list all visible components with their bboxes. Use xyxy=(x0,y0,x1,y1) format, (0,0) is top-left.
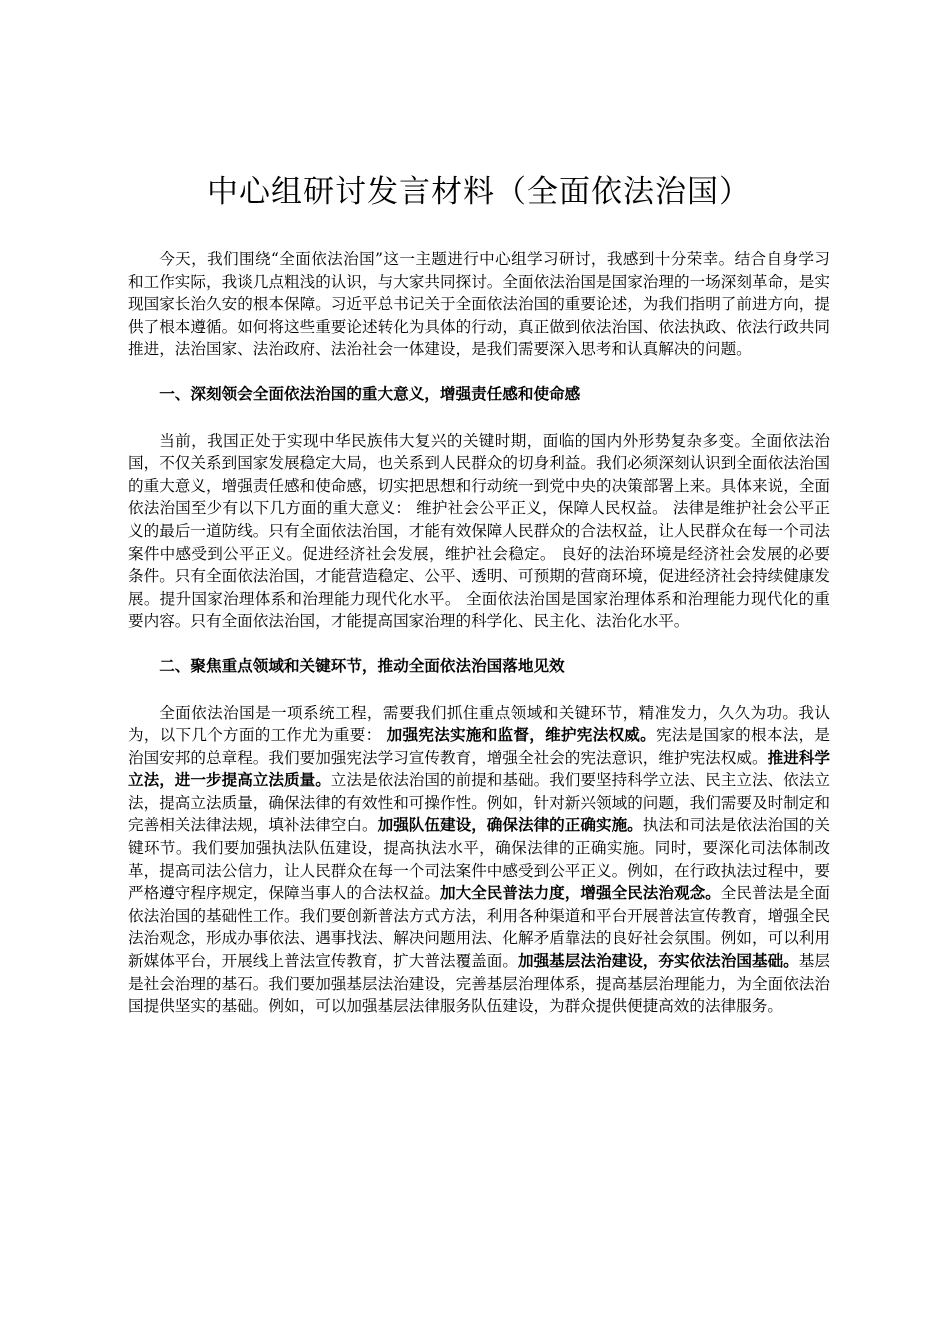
point-3-bold: 加强队伍建设，确保法律的正确实施。 xyxy=(377,815,643,835)
point-5-bold: 加强基层法治建设，夯实依法治国基础。 xyxy=(517,951,799,971)
section-2-heading: 二、聚焦重点领域和关键环节，推动全面依法治国落地见效 xyxy=(159,655,565,675)
point-1-text: 宪法是国家的根本法，是治国安邦的总章程。我们要加强宪法学习宣传教育，增强全社会的宪法意识，维护宪法权威。 xyxy=(128,726,830,767)
intro-paragraph: 今天，我们围绕“全面依法治国”这一主题进行中心组学习研讨，我感到十分荣幸。结合自身学习和工作实际，我谈几点粗浅的认识，与大家共同探讨。全面依法治国是国家治理的一场深刻革命，是实现国家长治久安的根本保障。习近平总书记关于全面依法治国的重要论述，为我们指明了前进方向，提供了根本遵循。如何将这些重要论述转化为具体的行动，真正做到依法治国、依法执政、依法行政共同推进，法治国家、法治政府、法治社会一体建设，是我们需要深入思考和认真解决的问题。 xyxy=(128,250,830,359)
document-title: 中心组研讨发言材料（全面依法治国） xyxy=(207,174,751,210)
point-2-bold: 推进科学立法，进一步提高立法质量。 xyxy=(128,747,830,790)
document-page xyxy=(128,170,830,1018)
point-5-text: 基层是社会治理的基石。我们要加强基层法治建设，完善基层治理体系，提高基层治理能力，为全面依法治国提供坚实的基础。例如，可以加强基层法律服务队伍建设，为群众提供便捷高效的法律服务。 xyxy=(128,952,830,1016)
point-4-bold: 加大全民普法力度，增强全民法治观念。 xyxy=(439,883,721,903)
section-1-heading: 一、深刻领会全面依法治国的重大意义，增强责任感和使命感 xyxy=(159,383,581,403)
section-1-paragraph: 当前，我国正处于实现中华民族伟大复兴的关键时期，面临的国内外形势复杂多变。全面依法治国，不仅关系到国家发展稳定大局，也关系到人民群众的切身利益。我们必须深刻认识到全面依法治国的重大意义，增强责任感和使命感，切实把思想和行动统一到党中央的决策部署上来。具体来说，全面依法治国至少有以下几方面的重大意义： 维护社会公平正义，保障人民权益。 法律是维护社会公平正义的最后一道防线。只有全面依法治国，才能有效保障人民群众的合法权益，让人民群众在每一个司法案件中感受到公平正义。促进经济社会发展，维护社会稳定。 良好的法治环境是经济社会发展的必要条件。只有全面依法治国，才能营造稳定、公平、透明、可预期的营商环境，促进经济社会持续健康发展。提升国家治理体系和治理能力现代化水平。 全面依法治国是国家治理体系和治理能力现代化的重要内容。只有全面依法治国，才能提高国家治理的科学化、民主化、法治化水平。 xyxy=(128,431,830,631)
section-2-paragraph xyxy=(128,702,830,1018)
point-3-text: 执法和司法是依法治国的关键环节。我们要加强执法队伍建设，提高执法水平，确保法律的正确实施。同时，要深化司法体制改革，提高司法公信力，让人民群众在每一个司法案件中感受到公平正义。例如，在行政执法过程中，要严格遵守程序规定，保障当事人的合法权益。 xyxy=(128,816,830,903)
point-2-text: 立法是依法治国的前提和基础。我们要坚持科学立法、民主立法、依法立法，提高立法质量，确保法律的有效性和可操作性。例如，针对新兴领域的问题，我们需要及时制定和完善相关法律法规，填补法律空白。 xyxy=(128,771,830,835)
point-4-text: 全民普法是全面依法治国的基础性工作。我们要创新普法方式方法，利用各种渠道和平台开展普法宣传教育，增强全民法治观念，形成办事依法、遇事找法、解决问题用法、化解矛盾靠法的良好社会氛围。例如，可以利用新媒体平台，开展线上普法宣传教育，扩大普法覆盖面。 xyxy=(128,884,830,971)
point-1-bold: 加强宪法实施和监督，维护宪法权威。 xyxy=(386,725,656,745)
section-2-intro-text: 全面依法治国是一项系统工程，需要我们抓住重点领域和关键环节，精准发力，久久为功。我认为，以下几个方面的工作尤为重要： xyxy=(128,703,830,745)
